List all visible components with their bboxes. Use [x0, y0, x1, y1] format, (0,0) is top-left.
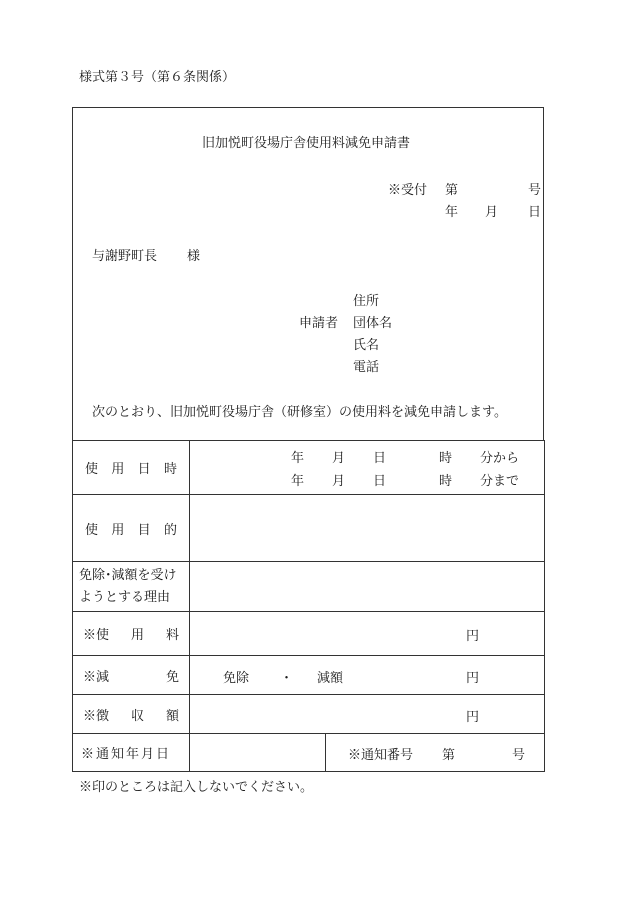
datetime-field[interactable] [190, 441, 545, 495]
collected-field[interactable] [190, 695, 545, 734]
applicant-address-label: 住所 [353, 294, 380, 309]
from-minute: 分から [480, 451, 520, 466]
reason-field[interactable] [190, 562, 545, 612]
to-day: 日 [373, 474, 387, 489]
purpose-label-char: 使 [85, 522, 99, 538]
table-row-exemption [73, 656, 545, 695]
table-row-datetime [73, 441, 545, 495]
receipt-day: 日 [528, 205, 542, 220]
from-year: 年 [291, 451, 305, 466]
application-table [72, 440, 545, 772]
notice-number-label: ※通知番号 [348, 748, 414, 763]
datetime-label-char: 使 [85, 462, 99, 477]
notice-date-label: ※通知年月日 [81, 747, 172, 762]
collected-unit: 円 [466, 710, 480, 725]
exemption-label [73, 666, 189, 685]
exemption-option-reduction[interactable]: 減額 [317, 671, 344, 686]
notice-date-field[interactable] [190, 734, 326, 771]
application-statement: 次のとおり、旧加悦町役場庁舎（研修室）の使用料を減免申請します。 [92, 405, 507, 420]
to-month: 月 [332, 474, 346, 489]
exemption-label-end: 免 [165, 669, 179, 685]
datetime-label-char: 用 [111, 462, 125, 477]
table-row-collected [73, 695, 545, 734]
from-day: 日 [373, 451, 387, 466]
from-month: 月 [332, 451, 346, 466]
exemption-option-full[interactable]: 免除 [223, 671, 250, 686]
datetime-label-char: 時 [163, 462, 177, 477]
receipt-label: ※受付 [388, 183, 428, 198]
fee-label-mid: 用 [130, 628, 144, 643]
from-hour: 時 [439, 451, 453, 466]
to-minute: 分まで [480, 474, 520, 489]
table-row-purpose [73, 495, 545, 562]
purpose-label-char: 用 [111, 522, 125, 538]
addressee-honorific: 様 [187, 249, 201, 264]
form-number-label: 様式第３号（第６条関係） [79, 70, 236, 85]
applicant-name-label: 氏名 [353, 338, 380, 353]
exemption-unit: 円 [466, 671, 480, 686]
collected-label-mark: ※徴 [83, 708, 110, 724]
reason-label [73, 565, 189, 609]
table-row-reason [73, 562, 545, 612]
fee-label-end: 料 [165, 628, 179, 643]
addressee-name: 与謝野町長 [92, 249, 158, 264]
table-row-fee [73, 612, 545, 656]
receipt-number-prefix: 第 [445, 183, 459, 198]
purpose-label-char: 目 [137, 522, 151, 538]
receipt-year: 年 [445, 205, 459, 220]
applicant-label: 申請者 [299, 316, 339, 331]
application-header-box [72, 107, 544, 441]
fee-label-mark: ※使 [83, 628, 110, 643]
fee-field[interactable] [190, 612, 545, 656]
purpose-label-char: 的 [163, 522, 177, 538]
datetime-label [73, 458, 189, 477]
receipt-number-suffix: 号 [528, 183, 542, 198]
form-title: 旧加悦町役場庁舎使用料減免申請書 [202, 136, 411, 151]
receipt-month: 月 [485, 205, 499, 220]
collected-label [73, 705, 189, 724]
purpose-label [73, 519, 189, 538]
exemption-field [190, 656, 545, 695]
notice-number-suffix: 号 [512, 748, 526, 763]
datetime-label-char: 日 [137, 462, 151, 477]
fee-unit: 円 [466, 629, 480, 644]
to-year: 年 [291, 474, 305, 489]
table-row-notice [73, 734, 545, 772]
applicant-group-label: 団体名 [353, 316, 393, 331]
purpose-field[interactable] [190, 495, 545, 562]
footnote: ※印のところは記入しないでください。 [79, 780, 314, 795]
collected-label-end: 額 [165, 708, 179, 724]
applicant-phone-label: 電話 [353, 360, 380, 375]
reason-label-line1: 免除･減額を受け [79, 567, 177, 583]
collected-label-mid: 収 [130, 708, 144, 724]
to-hour: 時 [439, 474, 453, 489]
exemption-label-mark: ※減 [83, 669, 110, 685]
fee-label [73, 624, 189, 643]
notice-number-prefix: 第 [442, 748, 456, 763]
reason-label-line2: ようとする理由 [79, 589, 171, 605]
exemption-separator: ・ [280, 671, 294, 686]
